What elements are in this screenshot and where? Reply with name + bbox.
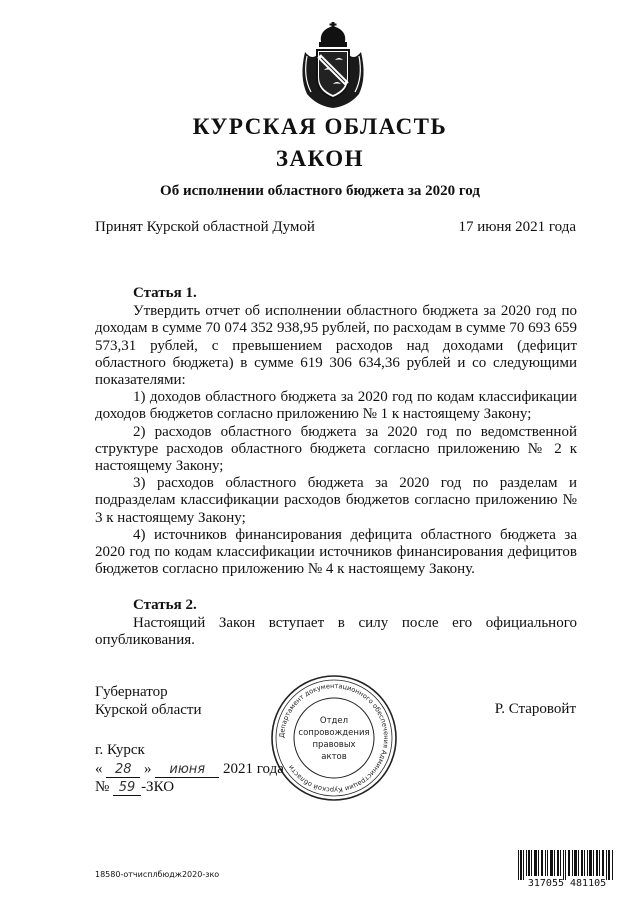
signatory-position-line-2: Курской области bbox=[95, 701, 202, 718]
stamp-center-line-3: правовых bbox=[312, 740, 356, 750]
official-stamp bbox=[268, 672, 400, 804]
barcode-icon bbox=[518, 850, 614, 880]
signatory-position bbox=[95, 684, 201, 719]
region-title: КУРСКАЯ ОБЛАСТЬ bbox=[192, 114, 448, 139]
law-number bbox=[95, 779, 174, 796]
barcode-number: 317055 481105 bbox=[527, 878, 607, 889]
law-number-prefix: № bbox=[95, 779, 110, 795]
article-1-item-3: 3) расходов областного бюджета за 2020 год по разделам и подразделам классификации расходов бюджетов согласно приложению № 3 к настоящему Закону; bbox=[95, 475, 577, 526]
law-number-value: 59 bbox=[113, 780, 141, 796]
signatory-name: Р. Старовойт bbox=[494, 701, 576, 717]
quote-close: » bbox=[144, 761, 152, 777]
stamp-center-line-4: актов bbox=[321, 752, 347, 762]
signing-day: 28 bbox=[106, 762, 140, 778]
article-1-item-1: 1) доходов областного бюджета за 2020 год по кодам классификации доходов бюджетов согласно приложению № 1 к настоящему Закону; bbox=[95, 389, 577, 423]
law-number-suffix: -ЗКО bbox=[141, 779, 175, 795]
law-subject: Об исполнении областного бюджета за 2020 год bbox=[160, 183, 480, 199]
quote-open: « bbox=[95, 761, 103, 777]
stamp-center-line-1: Отдел bbox=[319, 716, 349, 726]
signing-date bbox=[95, 761, 284, 778]
article-2 bbox=[95, 597, 577, 650]
article-2-heading: Статья 2. bbox=[133, 597, 197, 613]
law-title: ЗАКОН bbox=[275, 146, 365, 171]
stamp-ring-text: Департамент документационного обеспечения Администрации Курской области bbox=[277, 681, 391, 795]
article-1-item-2: 2) расходов областного бюджета за 2020 год по ведомственной структуре расходов областного бюджета согласно приложению № 2 к настоящему Закону; bbox=[95, 423, 577, 475]
signing-year: 2021 года bbox=[223, 761, 284, 777]
coat-of-arms-icon bbox=[297, 22, 369, 110]
article-1-heading: Статья 1. bbox=[133, 285, 197, 301]
city: г. Курск bbox=[95, 742, 145, 758]
article-1 bbox=[95, 285, 577, 578]
article-2-text: Настоящий Закон вступает в силу после его официального опубликования. bbox=[95, 615, 577, 649]
file-code: 18580-отчисплбюдж2020-зко bbox=[95, 870, 220, 879]
adoption-date: 17 июня 2021 года bbox=[458, 219, 576, 235]
article-1-intro: Утвердить отчет об исполнении областного бюджета за 2020 год по доходам в сумме 70 074 352 938,95 рублей, по расходам в сумме 70 693 659 573,31 рублей, с превышением расходов над доходами (дефицит областного бюджета) в сумме 619 306 634,36 рублей и со следующими показателями: bbox=[95, 303, 577, 389]
article-1-item-4: 4) источников финансирования дефицита областного бюджета за 2020 год по кодам классификации источников финансирования дефицитов бюджетов согласно приложению № 4 к настоящему Закону. bbox=[95, 526, 577, 578]
adopted-by: Принят Курской областной Думой bbox=[95, 219, 315, 235]
signing-month: июня bbox=[155, 762, 219, 778]
stamp-center-line-2: сопровождения bbox=[298, 728, 370, 738]
signatory-position-line-1: Губернатор bbox=[95, 684, 168, 700]
